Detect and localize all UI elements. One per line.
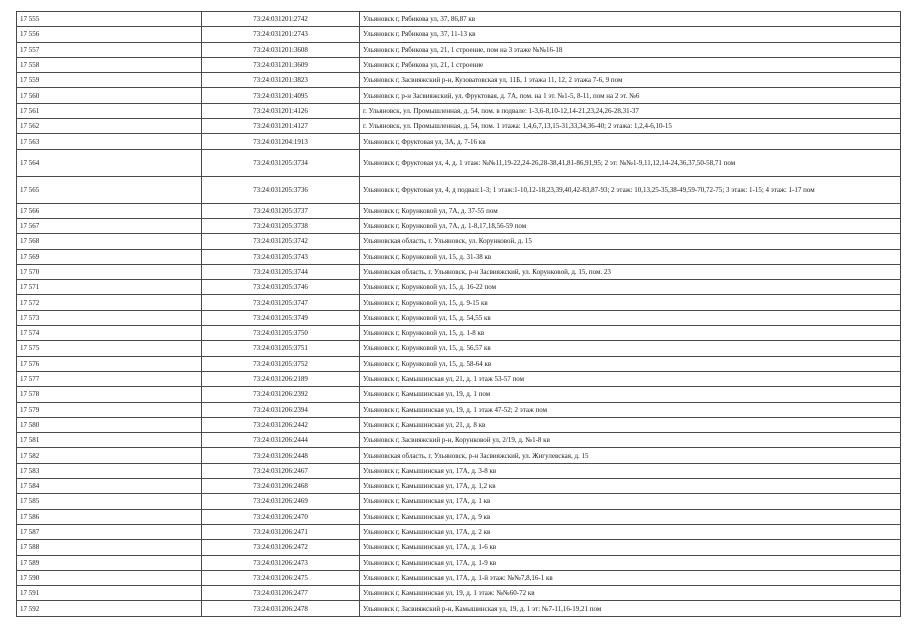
- row-number-cell: 17 582: [17, 448, 202, 463]
- row-number-cell: 17 576: [17, 356, 202, 371]
- cadastral-number-cell: 73:24:031205:3747: [202, 295, 360, 310]
- row-number-cell: 17 588: [17, 540, 202, 555]
- cadastral-number-cell: 73:24:031201:4095: [202, 88, 360, 103]
- row-number-cell: 17 567: [17, 218, 202, 233]
- row-number-cell: 17 583: [17, 463, 202, 478]
- cadastral-number-cell: 73:24:031201:3609: [202, 57, 360, 72]
- address-cell: Ульяновск г, Камышинская ул, 21, д. 8 кв: [360, 417, 901, 432]
- table-row: [17, 402, 901, 417]
- cadastral-number-cell: 73:24:031206:2394: [202, 402, 360, 417]
- address-cell: Ульяновск г, Корунковой ул, 15, д. 56,57 кв: [360, 341, 901, 356]
- row-number-cell: 17 579: [17, 402, 202, 417]
- table-row: [17, 12, 901, 27]
- address-cell: г. Ульяновск, ул. Промышленная, д. 54, пом. в подвале: 1-3,6-8,10-12,14-21,23,24,26-28,31-37: [360, 103, 901, 118]
- cadastral-number-cell: 73:24:031205:3749: [202, 310, 360, 325]
- table-row: [17, 326, 901, 341]
- cadastral-number-cell: 73:24:031201:2742: [202, 12, 360, 27]
- table-row: [17, 310, 901, 325]
- row-number-cell: 17 575: [17, 341, 202, 356]
- cadastral-number-cell: 73:24:031205:3742: [202, 234, 360, 249]
- row-number-cell: 17 557: [17, 42, 202, 57]
- table-row: [17, 463, 901, 478]
- cadastral-register-table: [16, 11, 901, 617]
- table-row: [17, 234, 901, 249]
- address-cell: Ульяновск г, Камышинская ул, 17А, д. 1-6 кв: [360, 540, 901, 555]
- address-cell: Ульяновск г, Камышинская ул, 17А, д. 1 кв: [360, 494, 901, 509]
- cadastral-number-cell: 73:24:031205:3737: [202, 203, 360, 218]
- table-row: [17, 417, 901, 432]
- table-row: [17, 494, 901, 509]
- row-number-cell: 17 574: [17, 326, 202, 341]
- table-row: [17, 218, 901, 233]
- row-number-cell: 17 585: [17, 494, 202, 509]
- address-cell: Ульяновск г, Камышинская ул, 19, д. 1 пом: [360, 387, 901, 402]
- cadastral-number-cell: 73:24:031206:2478: [202, 601, 360, 616]
- address-cell: Ульяновская область, г. Ульяновск, ул. Корунковой, д. 15: [360, 234, 901, 249]
- address-cell: Ульяновская область, г. Ульяновск, р-н Засвияжский, ул. Корунковой, д. 15, пом. 23: [360, 264, 901, 279]
- table-row: [17, 586, 901, 601]
- row-number-cell: 17 590: [17, 570, 202, 585]
- cadastral-number-cell: 73:24:031201:3823: [202, 73, 360, 88]
- row-number-cell: 17 561: [17, 103, 202, 118]
- table-row: [17, 433, 901, 448]
- table-row: [17, 249, 901, 264]
- cadastral-number-cell: 73:24:031206:2467: [202, 463, 360, 478]
- table-row: [17, 387, 901, 402]
- row-number-cell: 17 559: [17, 73, 202, 88]
- address-cell: Ульяновск г, Засвияжский р-н, Кузоватовская ул, 11Б, 1 этажа 11, 12, 2 этажа 7-6, 9 пом: [360, 73, 901, 88]
- table-row: [17, 540, 901, 555]
- row-number-cell: 17 572: [17, 295, 202, 310]
- address-cell: г. Ульяновск, ул. Промышленная, д. 54, пом. 1 этажа: 1,4,6,7,13,15-31,33,34,36-40; 2 этажа: 1,2,4-6,10-15: [360, 119, 901, 134]
- table-row: [17, 601, 901, 616]
- cadastral-number-cell: 73:24:031206:2442: [202, 417, 360, 432]
- address-cell: Ульяновск г, Камышинская ул, 17А, д. 1-й этаж: №№7,8,16-1 кв: [360, 570, 901, 585]
- row-number-cell: 17 563: [17, 134, 202, 149]
- address-cell: Ульяновск г, Камышинская ул, 21, д. 1 этаж 53-57 пом: [360, 371, 901, 386]
- address-cell: Ульяновск г, Рябикова ул, 37, 86,87 кв: [360, 12, 901, 27]
- address-cell: Ульяновск г, Корунковой ул, 15, д. 31-38 кв: [360, 249, 901, 264]
- cadastral-number-cell: 73:24:031201:4127: [202, 119, 360, 134]
- table-row: [17, 149, 901, 176]
- address-cell: Ульяновск г, Засвияжский р-н, Камышинская ул, 19, д. 1 эт: №7-11,16-19,21 пом: [360, 601, 901, 616]
- table-row: [17, 103, 901, 118]
- cadastral-number-cell: 73:24:031205:3744: [202, 264, 360, 279]
- table-row: [17, 57, 901, 72]
- row-number-cell: 17 568: [17, 234, 202, 249]
- address-cell: Ульяновск г, р-н Засвияжский, ул. Фруктовая, д. 7А, пом. на 1 эт. №1-5, 8-11, пом на 2 эт. №6: [360, 88, 901, 103]
- cadastral-number-cell: 73:24:031205:3736: [202, 176, 360, 203]
- address-cell: Ульяновск г, Камышинская ул, 17А, д. 1-9 кв: [360, 555, 901, 570]
- table-row: [17, 280, 901, 295]
- table-row: [17, 555, 901, 570]
- cadastral-number-cell: 73:24:031206:2470: [202, 509, 360, 524]
- address-cell: Ульяновск г, Корунковой ул, 15, д. 54,55 кв: [360, 310, 901, 325]
- cadastral-number-cell: 73:24:031201:3608: [202, 42, 360, 57]
- address-cell: Ульяновск г, Корунковой ул, 15, д. 58-64 кв: [360, 356, 901, 371]
- row-number-cell: 17 562: [17, 119, 202, 134]
- table-row: [17, 570, 901, 585]
- address-cell: Ульяновск г, Корунковой ул, 7А, д. 37-55 пом: [360, 203, 901, 218]
- row-number-cell: 17 573: [17, 310, 202, 325]
- address-cell: Ульяновск г, Камышинская ул, 17А, д. 2 кв: [360, 524, 901, 539]
- table-row: [17, 371, 901, 386]
- table-row: [17, 73, 901, 88]
- cadastral-number-cell: 73:24:031205:3746: [202, 280, 360, 295]
- table-row: [17, 264, 901, 279]
- cadastral-number-cell: 73:24:031205:3750: [202, 326, 360, 341]
- table-row: [17, 119, 901, 134]
- row-number-cell: 17 570: [17, 264, 202, 279]
- row-number-cell: 17 564: [17, 149, 202, 176]
- table-row: [17, 134, 901, 149]
- address-cell: Ульяновск г, Засвияжский р-н, Корунковой ул, 2/19, д. №1-8 кв: [360, 433, 901, 448]
- cadastral-number-cell: 73:24:031206:2475: [202, 570, 360, 585]
- row-number-cell: 17 555: [17, 12, 202, 27]
- row-number-cell: 17 569: [17, 249, 202, 264]
- cadastral-number-cell: 73:24:031205:3738: [202, 218, 360, 233]
- address-cell: Ульяновск г, Рябикова ул, 37, 11-13 кв: [360, 27, 901, 42]
- cadastral-number-cell: 73:24:031206:2189: [202, 371, 360, 386]
- table-row: [17, 88, 901, 103]
- register-rows: [17, 12, 901, 617]
- address-cell: Ульяновск г, Рябикова ул, 21, 1 строение, пом на 3 этаже №№16-18: [360, 42, 901, 57]
- cadastral-number-cell: 73:24:031205:3752: [202, 356, 360, 371]
- cadastral-number-cell: 73:24:031201:4126: [202, 103, 360, 118]
- row-number-cell: 17 591: [17, 586, 202, 601]
- table-row: [17, 203, 901, 218]
- cadastral-number-cell: 73:24:031206:2448: [202, 448, 360, 463]
- table-row: [17, 509, 901, 524]
- cadastral-number-cell: 73:24:031206:2468: [202, 479, 360, 494]
- row-number-cell: 17 560: [17, 88, 202, 103]
- table-row: [17, 448, 901, 463]
- cadastral-number-cell: 73:24:031204:1913: [202, 134, 360, 149]
- cadastral-number-cell: 73:24:031205:3743: [202, 249, 360, 264]
- cadastral-number-cell: 73:24:031206:2471: [202, 524, 360, 539]
- table-row: [17, 524, 901, 539]
- address-cell: Ульяновск г, Фруктовая ул, 3А, д. 7-16 кв: [360, 134, 901, 149]
- table-row: [17, 176, 901, 203]
- cadastral-number-cell: 73:24:031206:2392: [202, 387, 360, 402]
- row-number-cell: 17 565: [17, 176, 202, 203]
- cadastral-number-cell: 73:24:031205:3751: [202, 341, 360, 356]
- cadastral-number-cell: 73:24:031206:2477: [202, 586, 360, 601]
- row-number-cell: 17 578: [17, 387, 202, 402]
- address-cell: Ульяновск г, Камышинская ул, 17А, д. 9 кв: [360, 509, 901, 524]
- address-cell: Ульяновская область, г. Ульяновск, р-н Засвияжский, ул. Жигулевская, д. 15: [360, 448, 901, 463]
- cadastral-number-cell: 73:24:031201:2743: [202, 27, 360, 42]
- table-row: [17, 356, 901, 371]
- row-number-cell: 17 586: [17, 509, 202, 524]
- row-number-cell: 17 580: [17, 417, 202, 432]
- row-number-cell: 17 556: [17, 27, 202, 42]
- address-cell: Ульяновск г, Корунковой ул, 7А, д. 1-8,17,18,56-59 пом: [360, 218, 901, 233]
- cadastral-number-cell: 73:24:031205:3734: [202, 149, 360, 176]
- cadastral-number-cell: 73:24:031206:2472: [202, 540, 360, 555]
- address-cell: Ульяновск г, Корунковой ул, 15, д. 1-8 кв: [360, 326, 901, 341]
- row-number-cell: 17 571: [17, 280, 202, 295]
- address-cell: Ульяновск г, Камышинская ул, 17А, д. 1,2 кв: [360, 479, 901, 494]
- row-number-cell: 17 581: [17, 433, 202, 448]
- table-row: [17, 295, 901, 310]
- cadastral-number-cell: 73:24:031206:2469: [202, 494, 360, 509]
- address-cell: Ульяновск г, Фруктовая ул, 4, д подвал:1-3; 1 этаж:1-10,12-18,23,39,40,42-83,87-93; 2 этаж: 10,13,25-35,38-49,59-70,72-75; 3 этаж: 1-15; 4 этаж: 1-17 пом: [360, 176, 901, 203]
- row-number-cell: 17 584: [17, 479, 202, 494]
- cadastral-number-cell: 73:24:031206:2473: [202, 555, 360, 570]
- address-cell: Ульяновск г, Фруктовая ул, 4, д. 1 этаж: №№11,19-22,24-26,28-38,41,81-86,91,95; 2 эт: №№1-9,11,12,14-24,36,37,50-58,71 пом: [360, 149, 901, 176]
- cadastral-number-cell: 73:24:031206:2444: [202, 433, 360, 448]
- row-number-cell: 17 558: [17, 57, 202, 72]
- address-cell: Ульяновск г, Корунковой ул, 15, д. 16-22 пом: [360, 280, 901, 295]
- address-cell: Ульяновск г, Корунковой ул, 15, д. 9-15 кв: [360, 295, 901, 310]
- address-cell: Ульяновск г, Камышинская ул, 19, д. 1 этаж: №№60-72 кв: [360, 586, 901, 601]
- row-number-cell: 17 587: [17, 524, 202, 539]
- row-number-cell: 17 592: [17, 601, 202, 616]
- address-cell: Ульяновск г, Рябикова ул, 21, 1 строение: [360, 57, 901, 72]
- table-row: [17, 341, 901, 356]
- table-row: [17, 27, 901, 42]
- table-row: [17, 479, 901, 494]
- row-number-cell: 17 577: [17, 371, 202, 386]
- address-cell: Ульяновск г, Камышинская ул, 17А, д. 3-8 кв: [360, 463, 901, 478]
- address-cell: Ульяновск г, Камышинская ул, 19, д. 1 этаж 47-52; 2 этаж пом: [360, 402, 901, 417]
- row-number-cell: 17 589: [17, 555, 202, 570]
- row-number-cell: 17 566: [17, 203, 202, 218]
- table-row: [17, 42, 901, 57]
